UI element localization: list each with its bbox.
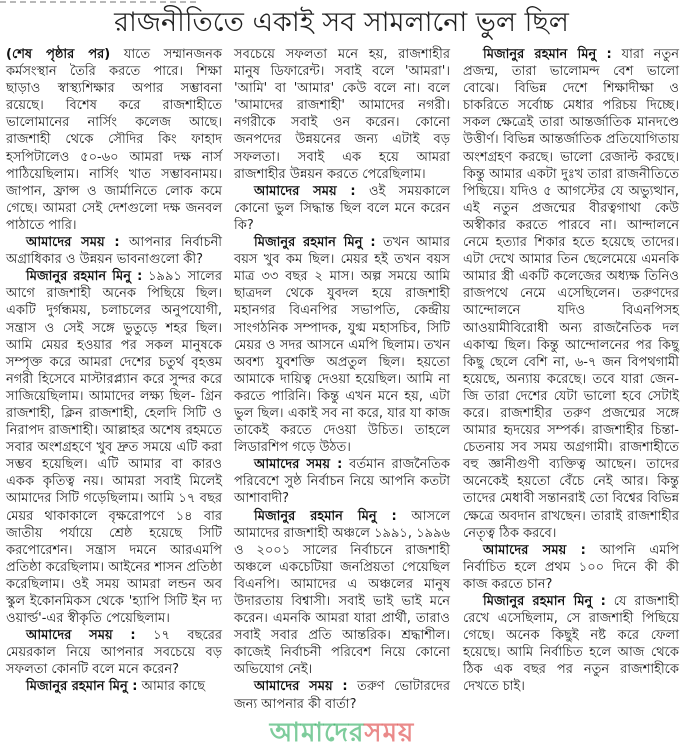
- speaker-label: মিজানুর রহমান মিনু :: [483, 47, 612, 62]
- speaker-label: আমাদের সময় :: [254, 679, 348, 695]
- answer-paragraph: [234, 46, 450, 183]
- watermark-text-1: আমাদের: [269, 717, 365, 748]
- paragraph-text: আপনি এমপি নির্বাচিত হলে প্রথম ১০০ দিনে কী কী কাজ করতে চান?: [463, 542, 679, 592]
- question-paragraph: [234, 456, 450, 507]
- answer-paragraph: [463, 46, 679, 542]
- speaker-label: আমাদের সময় :: [483, 542, 586, 558]
- speaker-label: আমাদের সময় :: [254, 457, 343, 473]
- speaker-label: মিজানুর রহমান মিনু :: [254, 235, 376, 251]
- speaker-label: মিজানুর রহমান মিনু :: [254, 508, 397, 524]
- question-paragraph: [463, 542, 679, 593]
- speaker-label: মিজানুর রহমান মিনু :: [483, 594, 606, 609]
- answer-paragraph: [234, 508, 450, 679]
- question-paragraph: [6, 627, 222, 678]
- speaker-label: (শেষ পৃষ্ঠার পর): [6, 47, 111, 62]
- answer-paragraph: [6, 46, 222, 234]
- article-headline: রাজনীতিতে একাই সব সামলানো ভুল ছিল: [114, 7, 569, 38]
- article-column-2: [234, 46, 450, 749]
- article-column-1: [6, 46, 222, 696]
- speaker-label: মিজানুর রহমান মিনু :: [26, 269, 143, 285]
- question-paragraph: [234, 183, 450, 234]
- speaker-label: আমাদের সময় :: [26, 628, 136, 644]
- answer-paragraph: [6, 678, 222, 695]
- paragraph-text: যাতে সম্মানজনক কর্মসংস্থান তৈরি করতে পারে। শিক্ষা ছাড়াও স্বাস্থ্যশিক্ষার অপার সম্ভাবনা রয়েছে। বিশেষ করে রাজশাহীতে ভালোমানের নার্সিং কলেজ আছে। রাজশাহী থেকে সৌদির কিং ফাহাদ হসপিটালেও ৫০-৬০ আমরা দক্ষ নার্স পাঠিয়েছিলাম। নার্সিং খাত সম্ভাবনাময়। জাপান, ফ্রান্স ও জার্মানিতে লোক কমে গেছে। আমরা সেই দেশগুলো দক্ষ জনবল পাঠাতে পারি।: [6, 47, 222, 233]
- paragraph-text: আপনার নির্বাচনী অগ্রাধিকার ও উন্নয়ন ভাবনাগুলো কী?: [6, 235, 222, 268]
- paragraph-text: সবচেয়ে সফলতা মনে হয়, রাজশাহীর মানুষ ডিফারেন্ট। সবাই বলে 'আমরা'। 'আমি' বা 'আমার' কেউ বলে না। বলে 'আমাদের রাজশাহী' আমাদের নগরী। নগরীকে সবাই ওন করেন। কোনো জনপদের উন্নয়নের জন্য এটাই বড় সফলতা। সবাই এক হয়ে আমরা রাজশাহীর উন্নয়ন করতে পেরেছিলাম।: [234, 47, 450, 182]
- newspaper-watermark-logo: [234, 717, 450, 749]
- speaker-label: আমাদের সময় :: [254, 183, 356, 199]
- speaker-label: মিজানুর রহমান মিনু :: [26, 679, 138, 695]
- paragraph-text: ওই সময়কালে কোনো ভুল সিদ্ধান্ত ছিল বলে মনে করেন কি?: [234, 183, 451, 233]
- paragraph-text: ১৯৯১ সালের আগে রাজশাহী অনেক পিছিয়ে ছিল। একটি দুর্গন্ধময়, চলাচলের অনুপযোগী, সন্ত্রাস ও সেই সঙ্গে ভুতুড়ে শহর ছিল। আমি মেয়র হওয়ার পর সকল মানুষকে সম্পৃক্ত করে আমরা দেশের চতুর্থ বৃহত্তম নগরী হিসেবে মাস্টারপ্ল্যান করে সুন্দর করে সাজিয়েছিলাম। আমাদের লক্ষ্য ছিল- গ্রিন রাজশাহী, ক্লিন রাজশাহী, হেলদি সিটি ও নিরাপদ রাজশাহী। আল্লাহর অশেষ রহমতে সবার অংশগ্রহণে খুব দ্রুত সময়ে এটি করা সম্ভব হয়েছিল। এটি আমার বা কারও একক কৃতিত্ব নয়। আমরা সবাই মিলেই আমাদের সিটি গড়েছিলাম। আমি ১৭ বছর মেয়র থাকাকালে বৃক্ষরোপণে ১৪ বার জাতীয় পর্যায়ে শ্রেষ্ঠ হয়েছে সিটি করপোরেশন। সন্ত্রাস দমনে আরএমপি প্রতিষ্ঠা করেছিলাম। আইনের শাসন প্রতিষ্ঠা করেছিলাম। ওই সময় আমরা লন্ডন অব স্কুল ইকোনমিকস থেকে 'হ্যাপি সিটি ইন দ্য ওয়ার্ল্ড'-এর স্বীকৃতি পেয়েছিলাম।: [6, 269, 223, 627]
- article-column-3: [463, 46, 679, 696]
- paragraph-text: বর্তমান রাজনৈতিক পরিবেশে সুষ্ঠ নির্বাচন নিয়ে আপনি কতটা আশাবাদী?: [234, 457, 450, 507]
- speaker-label: আমাদের সময় :: [26, 235, 120, 251]
- paragraph-text: আসলে আমাদের রাজশাহী অঞ্চলে ১৯৯১, ১৯৯৬ ও ২০০১ সালের নির্বাচনে রাজশাহী অঞ্চলে একচেটিয়া জনপ্রিয়তা পেয়েছিল বিএনপি। আমাদের এ অঞ্চলের মানুষ উদারতায় বিশ্বাসী। সবাই ভাই ভাই মনে করেন। এমনকি আমরা যারা প্রার্থী, তারাও সবাই সবার প্রতি আন্তরিক। শ্রদ্ধাশীল। কাজেই নির্বাচনী পরিবেশ নিয়ে কোনো অভিযোগ নেই।: [234, 508, 451, 678]
- paragraph-text: তরুণ ভোটারদের জন্য আপনার কী বার্তা?: [234, 679, 451, 712]
- paragraph-text: ১৭ বছরের মেয়রকাল নিয়ে আপনার সবচেয়ে বড় সফলতা কোনটি বলে মনে করেন?: [6, 628, 222, 678]
- question-paragraph: [6, 234, 222, 268]
- watermark-text-2: সময়: [364, 717, 415, 748]
- answer-paragraph: [234, 234, 450, 456]
- paragraph-text: তখন আমার বয়স খুব কম ছিল। মেয়র হই তখন বয়স মাত্র ৩৩ বছর ২ মাস। অল্প সময়ে আমি ছাত্রদল থেকে যুবদল হয়ে রাজশাহী মহানগর বিএনপির সভাপতি, কেন্দ্রীয় সাংগঠনিক সম্পাদক, যুগ্ম মহাসচিব, সিটি মেয়র ও সদর আসনে এমপি ছিলাম। তখন অবশ্য যুবশক্তি অপ্রতুল ছিল। হয়তো আমাকে দায়িত্ব দেওয়া হয়েছিল। আমি না করতে পারিনি। কিন্তু এখন মনে হয়, এটা ভুল ছিল। একাই সব না করে, যার যা কাজ তাকেই করতে দেওয়া উচিত। তাহলে লিডারশিপ গড়ে উঠত।: [234, 235, 450, 456]
- answer-paragraph: [6, 268, 222, 627]
- question-paragraph: [234, 678, 450, 712]
- answer-paragraph: [463, 593, 679, 696]
- paragraph-text: আমার কাছে: [141, 679, 205, 695]
- paragraph-text: যে রাজশাহী রেখে এসেছিলাম, সে রাজশাহী পিছিয়ে গেছে। অনেক কিছুই নষ্ট করে ফেলা হয়েছে। আমি নির্বাচিত হলে আজ থেকে ঠিক এক বছর পর নতুন রাজশাহীকে দেখতে চাই।: [463, 594, 679, 695]
- paragraph-text: যারা নতুন প্রজন্ম, তারা ভালোমন্দ বেশ ভালো বোঝে। বিভিন্ন দেশে শিক্ষাদীক্ষা ও চাকরিতে সর্বোচ্চ মেধার পরিচয় দিচ্ছে। সকল ক্ষেত্রেই তারা আন্তর্জাতিক মানদণ্ডে উত্তীর্ণ। বিভিন্ন আন্তর্জাতিক প্রতিযোগিতায় অংশগ্রহণ করছে। ভালো রেজাল্ট করছে। কিন্তু আমার একটা দুঃখ তারা রাজনীতিতে পিছিয়ে। যদিও ৫ আগস্টের যে অভ্যুত্থান, এই নতুন প্রজন্মের বীরত্বগাথা কেউ অস্বীকার করতে পারবে না। আন্দালনে নেমে হত্যার শিকার হতে হয়েছে তাদের। এটা দেখে আমার তিন ছেলেমেয়ে এমনকি আমার স্ত্রী একটি কলেজের অধ্যক্ষ তিনিও রাজপথে নেমে এসেছিলেন। তরুণদের আন্দোলনে যদিও বিএনপিসহ আওয়ামীবিরোধী অন্য রাজনৈতিক দল একাত্ম ছিল। কিন্তু আন্দোলনের পর কিছু কিছু ছেলে বেশি না, ৬-৭ জন বিপথগামী হয়েছে, অন্যায় করেছে। তবে যারা জেন-জি তারা দেশের যেটা ভালো হবে সেটাই করে। রাজশাহীর তরুণ প্রজন্মের সঙ্গে আমার হৃদয়ের সম্পর্ক। রাজশাহীর চিন্তা-চেতনায় সব সময় অগ্রগামী। রাজশাহীতে বহু জ্ঞানীগুণী ব্যক্তিত্ব আছেন। তাদের অনেকেই হয়তো বেঁচে নেই আর। কিন্তু তাদের মেধাবী সন্তানরাই তো বিশ্বের বিভিন্ন ক্ষেত্রে অবদান রাখছেন। তারাই রাজশাহীর নেতৃত্ব ঠিক করবে।: [463, 47, 680, 541]
